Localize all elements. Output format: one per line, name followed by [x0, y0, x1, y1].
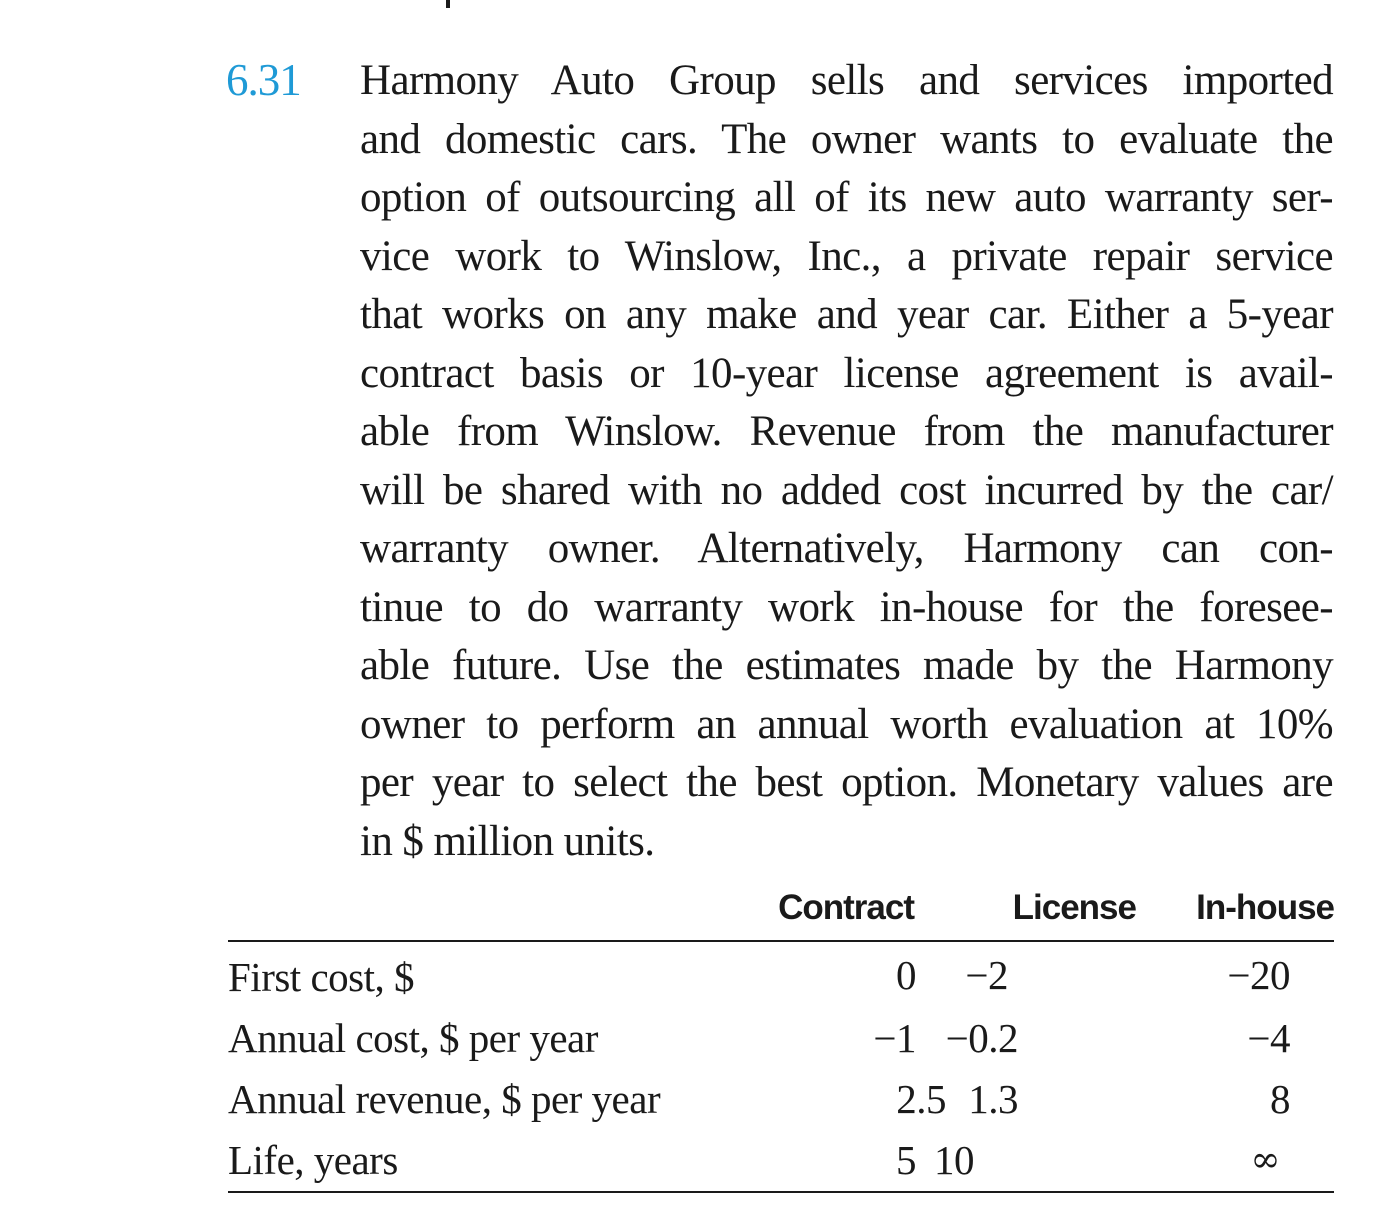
header-inhouse: In-house: [1136, 888, 1334, 941]
problem-line: tinue to do warranty work in-house for the foresee-: [360, 583, 1333, 631]
table-row: [228, 1068, 1334, 1129]
infinity-symbol: ∞: [1250, 1139, 1280, 1181]
inhouse-value: [1136, 1068, 1334, 1129]
problem-line: Harmony Auto Group sells and services imported: [360, 57, 1333, 104]
table-header-row: [228, 888, 1334, 941]
inhouse-value-text: −4: [1247, 1014, 1290, 1061]
problem-line: vice work to Winslow, Inc., a private repair service: [360, 232, 1333, 280]
problem-line: will be shared with no added cost incurred by the car/: [360, 466, 1333, 514]
table-row: [228, 941, 1334, 1007]
problem-line: that works on any make and year car. Either a 5-year: [360, 291, 1333, 338]
problem-line: able future. Use the estimates made by the Harmony: [360, 642, 1333, 689]
row-label: Annual cost, $ per year: [228, 1014, 598, 1061]
table-row: [228, 1129, 1334, 1192]
license-value-text: −0.2: [945, 1014, 1018, 1061]
license-value: [914, 1007, 1136, 1068]
inhouse-value: [1136, 1007, 1334, 1068]
header-contract: Contract: [750, 888, 914, 941]
problem-number: 6.31: [226, 55, 301, 105]
contract-value: [750, 1129, 914, 1192]
problem-text: [360, 52, 1333, 871]
license-value-text: −2: [965, 951, 1008, 998]
problem-line: per year to select the best option. Monetary values are: [360, 759, 1333, 806]
license-value: [914, 1068, 1136, 1129]
contract-value-text: 2.5: [896, 1075, 946, 1122]
license-value-text: 1.3: [968, 1075, 1018, 1122]
license-value: [914, 941, 1136, 1007]
row-label: First cost, $: [228, 953, 414, 1000]
row-label: Annual revenue, $ per year: [228, 1075, 661, 1122]
problem-line: owner to perform an annual worth evaluation at 10%: [360, 700, 1333, 748]
estimates-table: [228, 888, 1334, 1193]
inhouse-value-text: 8: [1270, 1075, 1290, 1122]
license-value-text: 10: [934, 1137, 974, 1183]
contract-value-text: −1: [873, 1014, 916, 1061]
header-license: License: [914, 888, 1136, 941]
contract-value-text: 0: [896, 951, 916, 998]
contract-value: [750, 1068, 946, 1129]
inhouse-value-text: −20: [1227, 951, 1290, 998]
problem-line: able from Winslow. Revenue from the manufacturer: [360, 408, 1333, 455]
problem-line: option of outsourcing all of its new auto warranty ser-: [360, 174, 1333, 221]
table-row: [228, 1007, 1334, 1068]
license-value: [914, 1129, 1136, 1192]
problem-line: and domestic cars. The owner wants to evaluate the: [360, 115, 1333, 163]
page-top-fragment: [446, 0, 450, 8]
header-blank: [228, 888, 750, 941]
contract-value-text: 5: [896, 1137, 916, 1183]
problem-line: warranty owner. Alternatively, Harmony can con-: [360, 525, 1333, 572]
problem-line: in $ million units.: [360, 817, 655, 865]
row-label: Life, years: [228, 1129, 750, 1192]
problem-line: contract basis or 10-year license agreement is avail-: [360, 349, 1333, 397]
inhouse-value: [1136, 1129, 1334, 1192]
contract-value: [750, 941, 914, 1007]
inhouse-value: [1136, 941, 1334, 1007]
contract-value: [750, 1007, 914, 1068]
